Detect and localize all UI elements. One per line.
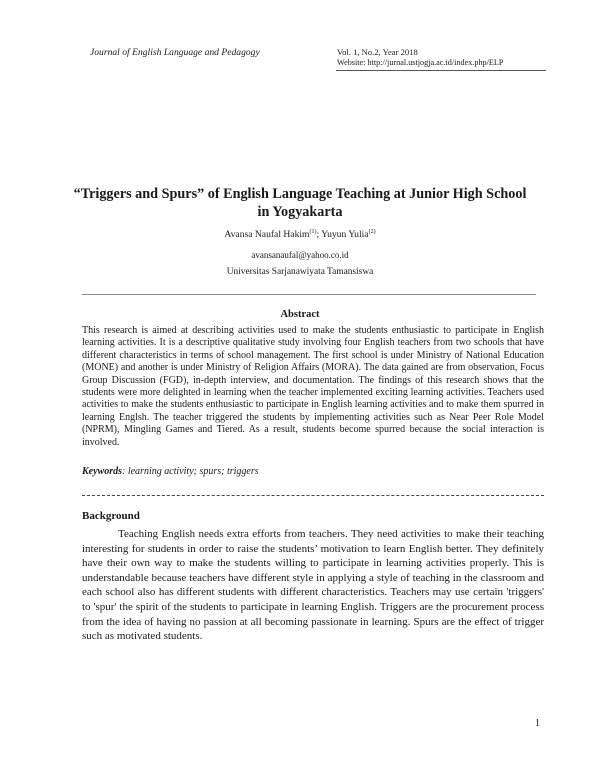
abstract-body: This research is aimed at describing activities used to make the students enthusiastic to participate in English learning activities. It is a descriptive qualitative study involving four English teachers from two schools that have different characteristics in terms of school management. The first school is under Ministry of National Education (MONE) and another is under Ministry of Religion Affairs (MORA). The data gained are from observation, Focus Group Discussion (FGD), in-depth interview, and documentation. The findings of this research shows that the students were more delighted in learning when the teacher implemented exciting learning activities. Teachers used activities to make the students enthusiastic to participate in English learning activities and to make them spurred in learning Englsh. The teacher triggered the students by implementing activities such as Near Peer Role Model (NPRM), Mingling Games and Tiered. As a result, students become spurred because the social interaction is involved. <box>82 325 544 448</box>
author-2: Yuyun Yulia <box>321 229 369 240</box>
author-line <box>0 229 600 240</box>
journal-website: Website: http://jurnal.ustjogja.ac.id/index.php/ELP <box>337 58 504 67</box>
keywords-text: : learning activity; spurs; triggers <box>122 466 259 477</box>
page-number: 1 <box>535 718 540 729</box>
paper-title: “Triggers and Spurs” of English Language Teaching at Junior High School in Yogyakarta <box>73 186 527 220</box>
author-1-marker: (1) <box>309 229 317 235</box>
author-1: Avansa Naufal Hakim <box>224 229 310 240</box>
background-body: Teaching English needs extra efforts from teachers. They need activities to make their teaching interesting for students in order to raise the students’ motivation to learn English better. They definitely have their own way to make the students willing to participate in learning activities properly. This is understandable because teachers have different style in applying a style of teaching in the classroom and each school also has different students with different characteristics. Teachers may use certain 'triggers' to 'spur' the spirit of the students to participate in learning English. Triggers are the procurement process from the idea of having no passion at all becoming passionate in learning. Spurs are the effect of trigger such as motivated students. <box>82 528 544 643</box>
keywords-label: Keywords <box>82 466 122 477</box>
affiliation: Universitas Sarjanawiyata Tamansiswa <box>226 267 374 277</box>
abstract-heading: Abstract <box>280 309 320 320</box>
author-email: avansanaufal@yahoo.co.id <box>251 250 349 260</box>
background-heading: Background <box>82 510 140 522</box>
keywords-line <box>82 466 259 477</box>
journal-name: Journal of English Language and Pedagogy <box>90 47 260 58</box>
title-divider <box>82 294 536 295</box>
author-separator: ; <box>316 229 322 240</box>
author-2-marker: (2) <box>368 229 376 235</box>
abstract-divider <box>82 495 544 496</box>
header-underline <box>336 70 546 71</box>
volume-info: Vol. 1, No.2, Year 2018 <box>337 47 418 57</box>
